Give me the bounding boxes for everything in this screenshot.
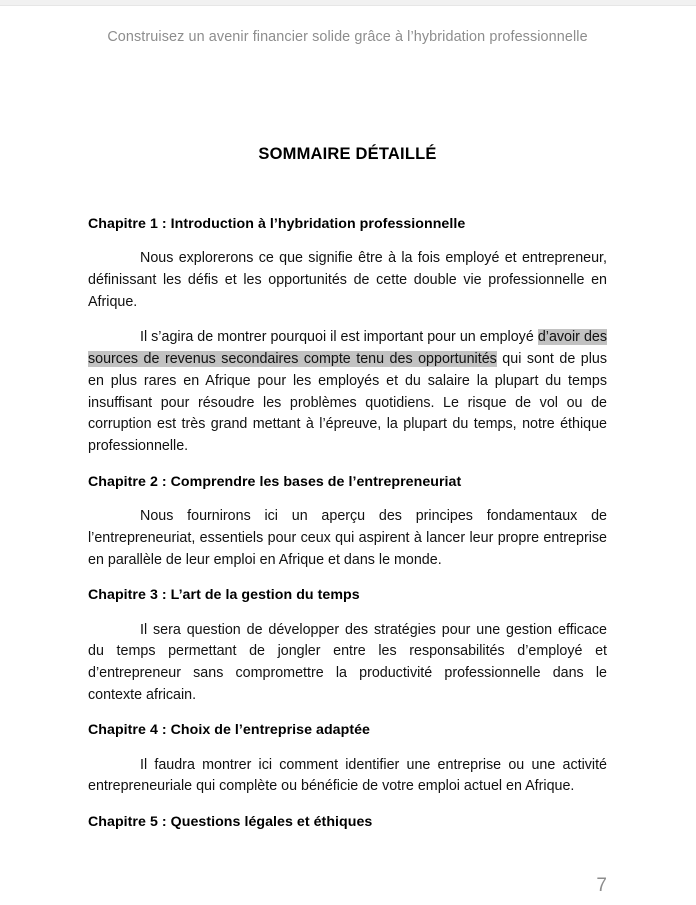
- chapter-heading-3: Chapitre 3 : L’art de la gestion du temps: [88, 587, 360, 604]
- page-number: 7: [596, 875, 607, 896]
- paragraph-3: Nous fournirons ici un aperçu des principes fondamentaux de l’entrepreneuriat, essentiels pour ceux qui aspirent à lancer leur propre entreprise en parallèle de leur emploi en Afrique et dans le monde.: [88, 508, 607, 568]
- spacer: [88, 798, 607, 812]
- highlighted-text[interactable]: d’avoir des sources de revenus secondaires compte tenu des opportunités: [88, 329, 607, 368]
- spacer: [88, 493, 607, 506]
- spacer: [88, 571, 607, 585]
- paragraph-5: Il faudra montrer ici comment identifier une entreprise ou une activité entrepreneuriale qui complète ou bénéficie de votre emploi actuel en Afrique.: [88, 756, 607, 795]
- paragraph-2-lead: Il s’agira de montrer pourquoi il est important pour un employé: [140, 329, 534, 346]
- spacer: [88, 235, 607, 248]
- chapter-heading-5: Chapitre 5 : Questions légales et éthiques: [88, 814, 373, 831]
- spacer: [88, 607, 607, 620]
- spacer: [88, 706, 607, 720]
- spacer: [88, 458, 607, 472]
- spacer: [88, 742, 607, 755]
- page-title: SOMMAIRE DÉTAILLÉ: [258, 145, 437, 164]
- paragraph-1: Nous explorerons ce que signifie être à la fois employé et entrepreneur, définissant les défis et les opportunités de cette double vie professionnelle en Afrique.: [88, 250, 607, 310]
- chapter-heading-2: Chapitre 2 : Comprendre les bases de l’entrepreneuriat: [88, 473, 462, 490]
- chapter-heading-4: Chapitre 4 : Choix de l’entreprise adaptée: [88, 722, 370, 739]
- chapter-heading-1: Chapitre 1 : Introduction à l’hybridation professionnelle: [88, 216, 466, 232]
- paragraph-2: [88, 327, 607, 457]
- document-body: [88, 214, 607, 833]
- spacer: [88, 313, 607, 327]
- document-page: [0, 6, 696, 905]
- running-header: Construisez un avenir financier solide grâce à l’hybridation professionnelle: [107, 29, 588, 45]
- paragraph-2-tail: qui sont de plus en plus rares en Afrique pour les employés et du salaire la plupart du temps insuffisant pour résoudre les problèmes quotidiens. Le risque de vol ou de corruption est très grand mettant à l’épreuve, la plupart du temps, notre éthique professionnelle.: [88, 351, 607, 455]
- paragraph-4: Il sera question de développer des stratégies pour une gestion efficace du temps permettant de jongler entre les responsabilités d’employé et d’entrepreneur sans compromettre la productivité professionnelle dans le contexte africain.: [88, 621, 607, 703]
